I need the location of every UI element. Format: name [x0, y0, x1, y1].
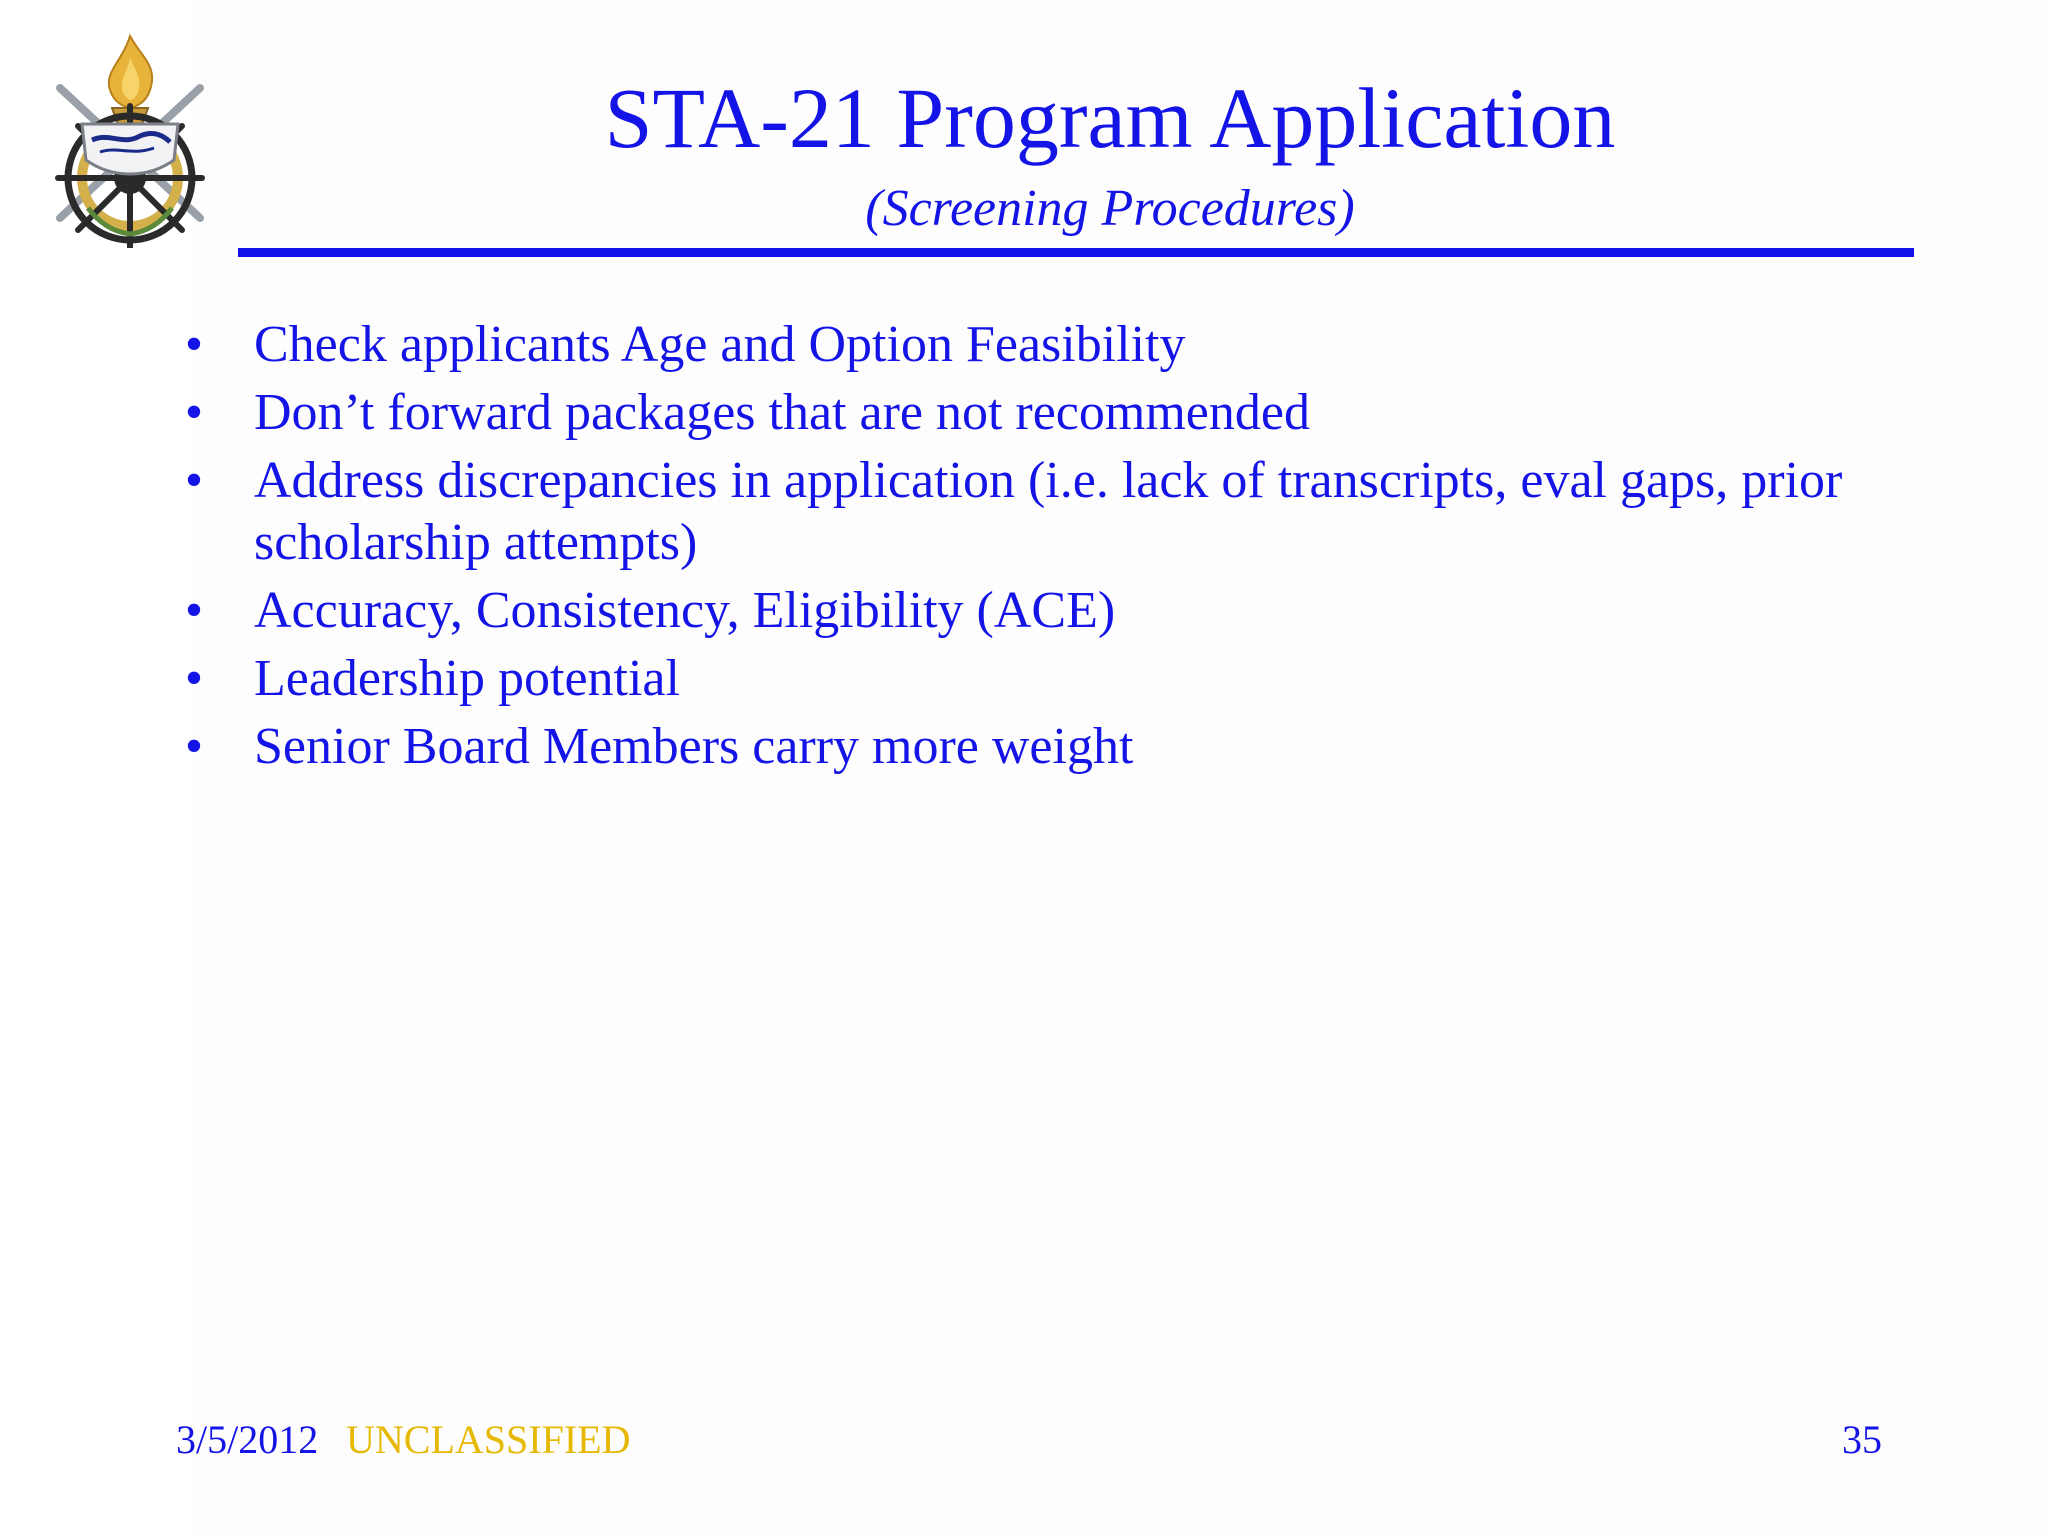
bullet-dot-icon: •	[184, 582, 204, 639]
footer-classification: UNCLASSIFIED	[346, 1417, 631, 1462]
bullet-text: Address discrepancies in application (i.e. lack of transcripts, eval gaps, prior scholarship attempts)	[254, 452, 1843, 571]
bullet-text: Check applicants Age and Option Feasibility	[254, 316, 1186, 373]
bullet-dot-icon: •	[184, 718, 204, 775]
bullet-list	[174, 314, 1874, 784]
bullet-dot-icon: •	[184, 650, 204, 707]
bullet-dot-icon: •	[184, 316, 204, 373]
bullet-dot-icon: •	[184, 384, 204, 441]
bullet-text: Don’t forward packages that are not recommended	[254, 384, 1310, 441]
bullet-text: Senior Board Members carry more weight	[254, 718, 1134, 775]
bullet-dot-icon: •	[184, 452, 204, 509]
bullet-item	[174, 314, 1874, 376]
bullet-text: Accuracy, Consistency, Eligibility (ACE)	[254, 582, 1116, 639]
bullet-item	[174, 716, 1874, 778]
bullet-text: Leadership potential	[254, 650, 680, 707]
bullet-item	[174, 382, 1874, 444]
bullet-item	[174, 450, 1874, 574]
bullet-item	[174, 648, 1874, 710]
slide-subtitle: (Screening Procedures)	[865, 180, 1355, 237]
title-divider	[238, 248, 1914, 257]
footer-date: 3/5/2012	[176, 1417, 319, 1462]
bullet-item	[174, 580, 1874, 642]
footer-page-number: 35	[1842, 1417, 1882, 1462]
slide-title: STA-21 Program Application	[604, 70, 1616, 166]
